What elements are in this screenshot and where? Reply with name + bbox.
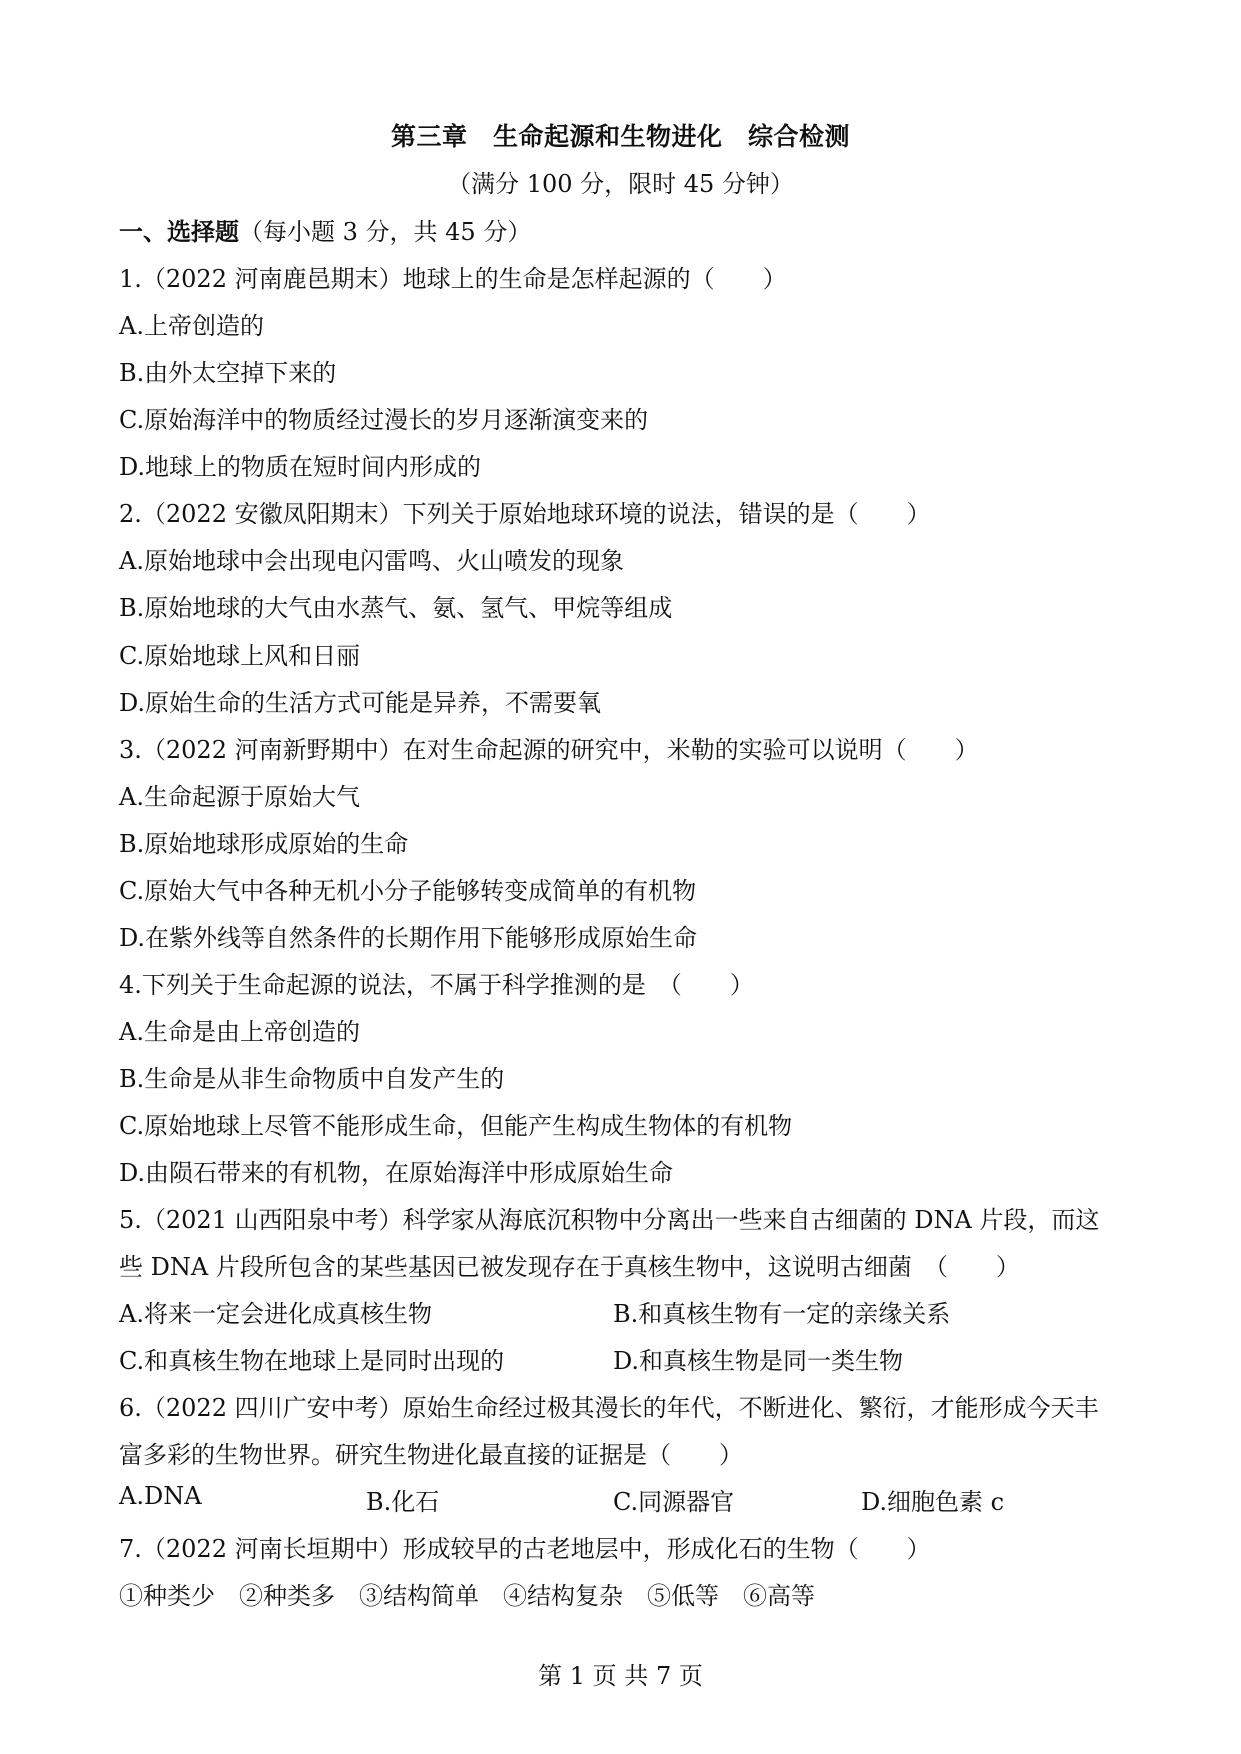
question-6-option-b: B.化石 [366,1488,440,1516]
question-4-stem: 4.下列关于生命起源的说法，不属于科学推测的是 （ ） [119,971,754,999]
question-6-option-c: C.同源器官 [613,1488,735,1516]
section-note: （每小题 3 分，共 45 分） [239,218,532,246]
question-2-option-c: C.原始地球上风和日丽 [119,642,361,670]
question-1-option-b: B.由外太空掉下来的 [119,359,337,387]
question-7-stem: 7.（2022 河南长垣期中）形成较早的古老地层中，形成化石的生物（ ） [119,1535,931,1563]
question-4-option-a: A.生命是由上帝创造的 [119,1018,360,1046]
question-3-option-b: B.原始地球形成原始的生命 [119,830,409,858]
question-4-option-b: B.生命是从非生命物质中自发产生的 [119,1065,505,1093]
section-heading [119,212,531,247]
question-5-option-a: A.将来一定会进化成真核生物 [119,1300,432,1328]
question-5-option-c: C.和真核生物在地球上是同时出现的 [119,1347,505,1375]
question-5-option-b: B.和真核生物有一定的亲缘关系 [613,1300,951,1328]
question-4-option-c: C.原始地球上尽管不能形成生命，但能产生构成生物体的有机物 [119,1112,793,1140]
page-title: 第三章 生命起源和生物进化 综合检测 [390,122,850,151]
question-6-option-a: A.DNA [119,1482,202,1510]
question-5-stem-line2: 些 DNA 片段所包含的某些基因已被发现存在于真核生物中，这说明古细菌 （ ） [119,1253,1020,1281]
question-1-option-d: D.地球上的物质在短时间内形成的 [119,453,482,481]
page-footer: 第 1 页 共 7 页 [538,1662,703,1690]
question-3-option-d: D.在紫外线等自然条件的长期作用下能够形成原始生命 [119,924,698,952]
question-7-options: ①种类少 ②种类多 ③结构简单 ④结构复杂 ⑤低等 ⑥高等 [119,1582,815,1610]
page-subtitle: （满分 100 分，限时 45 分钟） [447,170,794,198]
question-2-option-a: A.原始地球中会出现电闪雷鸣、火山喷发的现象 [119,547,624,575]
question-3-stem: 3.（2022 河南新野期中）在对生命起源的研究中，米勒的实验可以说明（ ） [119,736,979,764]
question-3-option-c: C.原始大气中各种无机小分子能够转变成简单的有机物 [119,877,697,905]
question-5-option-d: D.和真核生物是同一类生物 [613,1347,904,1375]
question-2-option-b: B.原始地球的大气由水蒸气、氨、氢气、甲烷等组成 [119,594,673,622]
question-1-option-c: C.原始海洋中的物质经过漫长的岁月逐渐演变来的 [119,406,649,434]
question-6-stem-line1: 6.（2022 四川广安中考）原始生命经过极其漫长的年代，不断进化、繁衍，才能形成今天丰 [119,1394,1099,1422]
question-1-option-a: A.上帝创造的 [119,312,264,340]
question-2-option-d: D.原始生命的生活方式可能是异养，不需要氧 [119,689,602,717]
section-title: 一、选择题 [119,217,239,246]
question-3-option-a: A.生命起源于原始大气 [119,783,360,811]
question-5-stem-line1: 5.（2021 山西阳泉中考）科学家从海底沉积物中分离出一些来自古细菌的 DNA 片段，而这 [119,1206,1100,1234]
question-4-option-d: D.由陨石带来的有机物，在原始海洋中形成原始生命 [119,1159,674,1187]
question-1-stem: 1.（2022 河南鹿邑期末）地球上的生命是怎样起源的（ ） [119,265,787,293]
question-6-option-d: D.细胞色素 c [861,1488,1005,1516]
question-2-stem: 2.（2022 安徽凤阳期末）下列关于原始地球环境的说法，错误的是（ ） [119,500,931,528]
question-6-stem-line2: 富多彩的生物世界。研究生物进化最直接的证据是（ ） [119,1441,743,1469]
